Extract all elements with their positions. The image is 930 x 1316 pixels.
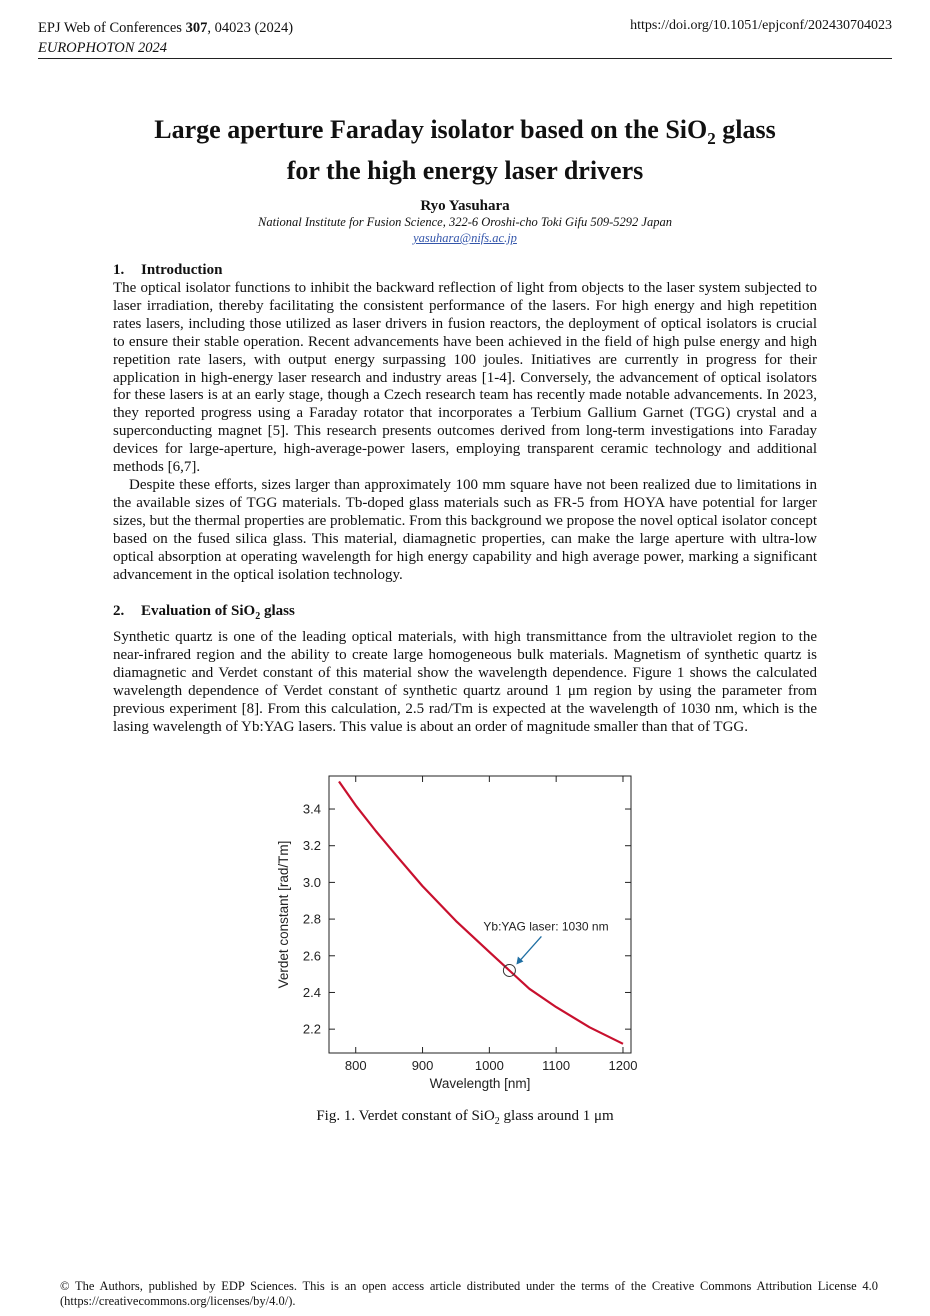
author-name: Ryo Yasuhara — [420, 198, 510, 214]
x-tick-label: 800 — [344, 1058, 367, 1073]
license-footer: © The Authors, published by EDP Sciences. This is an open access article distributed under the terms of the Creative Commons Attribution License 4.0 (https://creativecommons.org/licenses/by/4.0/). — [60, 1279, 878, 1308]
header-rule — [38, 58, 892, 59]
x-tick-label: 1100 — [542, 1058, 571, 1073]
running-header — [38, 18, 293, 58]
paragraph-2: Despite these efforts, sizes larger than approximately 100 mm square have not been realized due to limitations in the available sizes of TGG materials. Tb-doped glass materials such as FR-5 from HOYA have potential for larger sizes, but the thermal properties are problematic. From this background we propose the novel optical isolator concept based on the fused silica glass. This material, diamagnetic properties, can make the large aperture with ultra-low optical absorption at operating wavelength for high energy capability and high average power, marking a significant advancement in the optical isolation technology. — [113, 477, 817, 583]
conference-name: EUROPHOTON 2024 — [38, 40, 168, 56]
y-tick-label: 3.2 — [302, 838, 321, 854]
series-line — [339, 782, 623, 1044]
x-tick-label: 900 — [411, 1058, 434, 1073]
figure-1 — [270, 768, 660, 1108]
paragraph-1: The optical isolator functions to inhibit the backward reflection of light from objects to the laser system subjected to laser irradiation, thereby facilitating the consistent performance of the lasers. For high energy and high repetition rates lasers, including those utilized as laser drivers in fusion reactors, the deployment of optical isolators is crucial to ensure their stable operation. Recent advancements have been achieved in the field of high pulse energy and high repetition rate lasers, with output energy surpassing 100 joules. Initiatives are currently in progress for their application in high-energy laser research and industry areas [1-4]. Conversely, the advancement of optical isolators for these lasers is at an early stage, though a Czech research team has recently made notable advancements. In 2023, they reported progress using a Faraday rotator that incorporates a Terbium Gallium Garnet (TGG) crystal and a superconducting magnet [5]. This research presents outcomes derived from long-term investigations into Faraday devices for large-aperture, high-average-power lasers, employing transparent ceramic technology and additional methods [6,7]. — [113, 280, 817, 476]
section-heading-introduction: 1. Introduction — [113, 262, 223, 278]
x-axis-label: Wavelength [nm] — [429, 1076, 531, 1091]
affiliation: National Institute for Fusion Science, 322-6 Oroshi-cho Toki Gifu 509-5292 Japan — [258, 215, 672, 229]
y-axis-label: Verdet constant [rad/Tm] — [276, 840, 291, 989]
y-tick-label: 3.4 — [302, 801, 321, 817]
verdet-chart — [270, 768, 660, 1103]
paper-title: Large aperture Faraday isolator based on the SiO$_2$ glass for the high energy laser drivers — [154, 115, 776, 186]
journal-name: EPJ Web of Conferences 307, 04023 (2024) — [38, 20, 294, 36]
y-tick-label: 2.8 — [302, 911, 321, 927]
y-tick-label: 2.6 — [302, 948, 321, 964]
y-tick-label: 3.0 — [302, 874, 321, 890]
plot-frame — [329, 776, 631, 1053]
author-email[interactable]: yasuhara@nifs.ac.jp — [413, 231, 517, 245]
section-heading-evaluation: 2. Evaluation of SiO$_2$ glass — [113, 603, 295, 622]
x-tick-label: 1000 — [474, 1058, 504, 1073]
figure-caption: Fig. 1. Verdet constant of SiO$_2$ glass around 1 μm — [316, 1108, 614, 1127]
doi-link[interactable]: https://doi.org/10.1051/epjconf/202430704023 — [630, 18, 892, 33]
paragraph-3: Synthetic quartz is one of the leading optical materials, with high transmittance from the ultraviolet region to the near-infrared region and the ability to create large homogeneous bulk materials. Magnetism of synthetic quartz is diamagnetic and Verdet constant of this material show the wavelength dependence. Figure 1 shows the calculated wavelength dependence of Verdet constant of synthetic quartz around 1 μm region by using the parameter from previous experiment [8]. From this calculation, 2.5 rad/Tm is expected at the wavelength of 1030 nm, which is the lasing wavelength of Yb:YAG lasers. This value is about an order of magnitude smaller than that of TGG. — [113, 629, 817, 735]
annotation-text: Yb:YAG laser: 1030 nm — [483, 919, 609, 934]
y-tick-label: 2.4 — [302, 984, 321, 1000]
y-tick-label: 2.2 — [302, 1021, 321, 1037]
x-tick-label: 1200 — [608, 1058, 638, 1073]
